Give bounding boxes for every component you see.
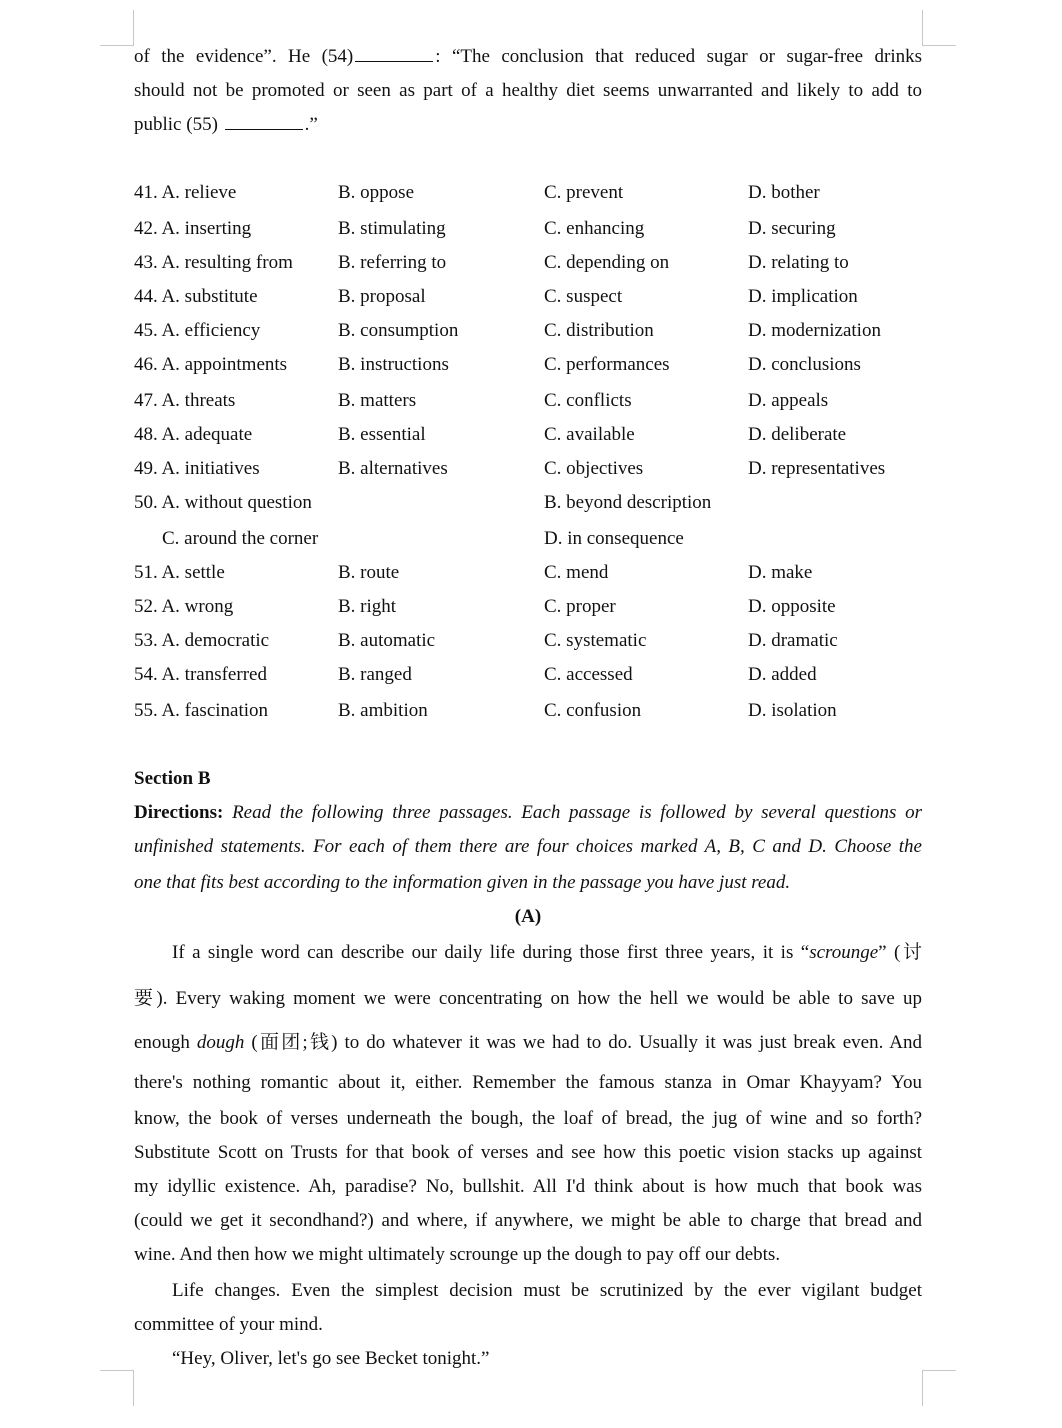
passage-line-6: Substitute Scott on Trusts for that book of verses and see how this poetic vision stacks up against xyxy=(134,1142,922,1163)
option-d: D. relating to xyxy=(748,252,849,273)
option-c: C. objectives xyxy=(544,458,644,479)
option-d: D. deliberate xyxy=(748,424,847,445)
directions-line-3: one that fits best according to the information given in the passage you have just read. xyxy=(134,872,791,893)
question-row xyxy=(134,319,260,343)
question-row xyxy=(134,595,233,619)
option-b: B. automatic xyxy=(338,630,436,651)
passage-para2-line-1: Life changes. Even the simplest decision must be scrutinized by the ever vigilant budget xyxy=(172,1280,922,1301)
intro-line-2: should not be promoted or seen as part of a healthy diet seems unwarranted and likely to add to xyxy=(134,80,922,101)
option-a: A. fascination xyxy=(161,700,269,721)
option-b: B. route xyxy=(338,562,400,583)
option-b: B. ambition xyxy=(338,700,428,721)
option-a: A. transferred xyxy=(161,664,267,685)
blank-54 xyxy=(355,45,433,62)
option-a: A. resulting from xyxy=(161,252,293,273)
question-number: 49. xyxy=(134,458,158,479)
option-d: D. bother xyxy=(748,182,820,203)
option-a: A. adequate xyxy=(161,424,253,445)
option-d: D. make xyxy=(748,562,813,583)
intro-line-1: of the evidence”. He (54) : “The conclusion that reduced sugar or sugar-free drinks xyxy=(134,46,922,67)
option-d: D. representatives xyxy=(748,458,886,479)
question-number: 50. xyxy=(134,492,158,513)
passage-line-7: my idyllic existence. Ah, paradise? No, bullshit. All I'd think about is how much that book was xyxy=(134,1176,922,1197)
question-number: 46. xyxy=(134,354,158,375)
option-d: D. added xyxy=(748,664,817,685)
passage-line-5: know, the book of verses underneath the bough, the loaf of bread, the jug of wine and so forth? xyxy=(134,1108,922,1129)
option-c: C. available xyxy=(544,424,635,445)
option-d: D. in consequence xyxy=(544,528,684,549)
option-a: A. substitute xyxy=(161,286,258,307)
option-c: C. enhancing xyxy=(544,218,645,239)
option-a: A. inserting xyxy=(161,218,252,239)
option-a: A. settle xyxy=(161,562,225,583)
option-c: C. around the corner xyxy=(162,528,319,549)
question-row xyxy=(134,491,312,515)
crop-mark-bottom-left-v xyxy=(133,1370,134,1406)
option-b: B. ranged xyxy=(338,664,412,685)
option-c: C. accessed xyxy=(544,664,633,685)
option-a: A. relieve xyxy=(161,182,237,203)
option-a: A. threats xyxy=(161,390,236,411)
option-d: D. implication xyxy=(748,286,858,307)
question-number: 54. xyxy=(134,664,158,685)
question-number: 45. xyxy=(134,320,158,341)
option-c: C. prevent xyxy=(544,182,624,203)
question-row xyxy=(134,699,268,723)
option-c: C. confusion xyxy=(544,700,642,721)
passage-label: (A) xyxy=(514,906,542,927)
option-b: B. instructions xyxy=(338,354,449,375)
crop-mark-top-left-v xyxy=(133,10,134,46)
option-b: B. stimulating xyxy=(338,218,446,239)
question-row xyxy=(134,457,260,481)
option-a: A. democratic xyxy=(161,630,270,651)
passage-para2-line-2: committee of your mind. xyxy=(134,1314,323,1335)
question-row xyxy=(134,561,225,585)
option-c: C. mend xyxy=(544,562,609,583)
passage-line-2: 要). Every waking moment we were concentrating on how the hell we would be able to save up xyxy=(134,988,922,1009)
option-d: D. dramatic xyxy=(748,630,838,651)
option-d: D. modernization xyxy=(748,320,881,341)
question-number: 44. xyxy=(134,286,158,307)
passage-line-9: wine. And then how we might ultimately scrounge up the dough to pay off our debts. xyxy=(134,1244,781,1265)
section-b-title: Section B xyxy=(134,768,211,789)
question-row xyxy=(134,181,236,205)
crop-mark-bottom-right-v xyxy=(922,1370,923,1406)
option-b: B. essential xyxy=(338,424,426,445)
question-row xyxy=(134,423,252,447)
question-row xyxy=(134,629,269,653)
intro-line-3: public (55) .” xyxy=(134,114,318,135)
directions-line-2: unfinished statements. For each of them there are four choices marked A, B, C and D. Choose the xyxy=(134,836,922,857)
option-b: B. matters xyxy=(338,390,417,411)
crop-mark-bottom-right-h xyxy=(922,1370,956,1371)
option-a: A. without question xyxy=(161,492,312,513)
option-d: D. conclusions xyxy=(748,354,861,375)
passage-line-8: (could we get it secondhand?) and where, if anywhere, we might be able to charge that bread and xyxy=(134,1210,922,1231)
option-a: A. efficiency xyxy=(161,320,261,341)
option-b: B. oppose xyxy=(338,182,414,203)
question-number: 51. xyxy=(134,562,158,583)
question-number: 55. xyxy=(134,700,158,721)
crop-mark-bottom-left-h xyxy=(100,1370,134,1371)
question-row xyxy=(134,353,287,377)
option-c: C. conflicts xyxy=(544,390,632,411)
option-c: C. proper xyxy=(544,596,616,617)
option-d: D. isolation xyxy=(748,700,837,721)
option-d: D. securing xyxy=(748,218,836,239)
question-row xyxy=(134,217,251,241)
option-d: D. opposite xyxy=(748,596,836,617)
question-number: 53. xyxy=(134,630,158,651)
option-a: A. wrong xyxy=(161,596,234,617)
question-row xyxy=(134,251,293,275)
question-number: 43. xyxy=(134,252,158,273)
question-row xyxy=(134,389,235,413)
option-c: C. suspect xyxy=(544,286,623,307)
directions-line-1: Directions: Read the following three passages. Each passage is followed by several questions or xyxy=(134,802,922,823)
option-d: D. appeals xyxy=(748,390,829,411)
passage-line-4: there's nothing romantic about it, either. Remember the famous stanza in Omar Khayyam? You xyxy=(134,1072,922,1093)
option-c: C. performances xyxy=(544,354,670,375)
question-number: 48. xyxy=(134,424,158,445)
question-number: 41. xyxy=(134,182,158,203)
option-b: B. consumption xyxy=(338,320,459,341)
question-row xyxy=(134,663,267,687)
option-c: C. distribution xyxy=(544,320,654,341)
crop-mark-top-right-h xyxy=(922,45,956,46)
passage-line-1: If a single word can describe our daily life during those first three years, it is “scrounge” (讨 xyxy=(172,942,922,963)
question-number: 47. xyxy=(134,390,158,411)
blank-55 xyxy=(225,113,303,130)
option-b: B. alternatives xyxy=(338,458,448,479)
option-b: B. proposal xyxy=(338,286,426,307)
option-c: C. depending on xyxy=(544,252,670,273)
crop-mark-top-right-v xyxy=(922,10,923,46)
crop-mark-top-left-h xyxy=(100,45,134,46)
option-a: A. appointments xyxy=(161,354,288,375)
passage-quote: “Hey, Oliver, let's go see Becket tonight.” xyxy=(172,1348,490,1369)
question-number: 52. xyxy=(134,596,158,617)
option-b: B. beyond description xyxy=(544,492,712,513)
question-row xyxy=(134,285,258,309)
question-number: 42. xyxy=(134,218,158,239)
option-a: A. initiatives xyxy=(161,458,260,479)
option-b: B. right xyxy=(338,596,397,617)
option-c: C. systematic xyxy=(544,630,647,651)
passage-line-3: enough dough (面团;钱) to do whatever it was we had to do. Usually it was just break even. And xyxy=(134,1032,922,1053)
option-b: B. referring to xyxy=(338,252,447,273)
